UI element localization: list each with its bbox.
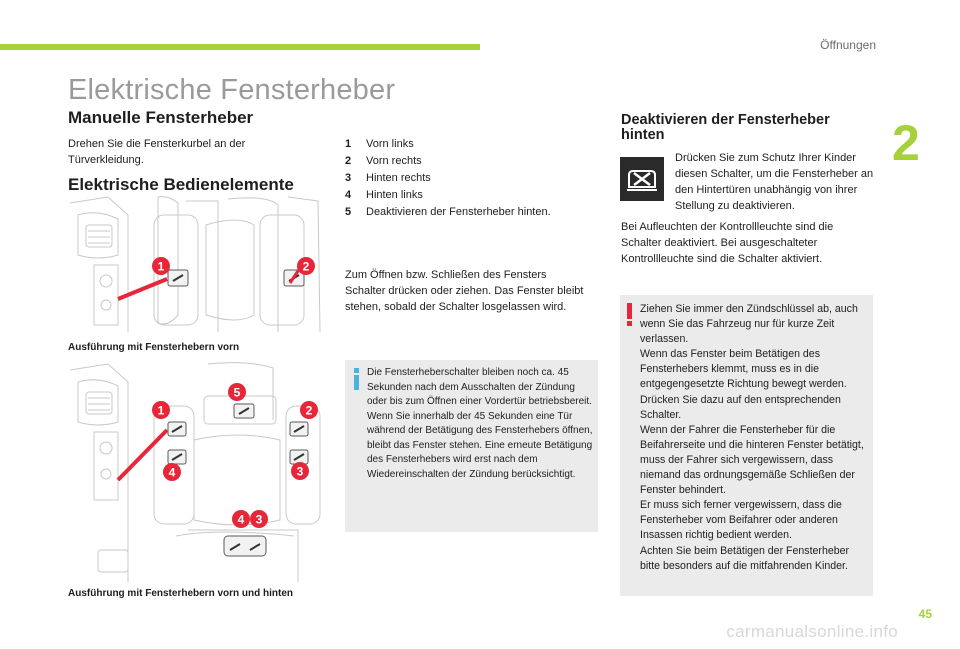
warning-icon — [626, 303, 634, 327]
warning-text — [640, 302, 870, 574]
section-name: Öffnungen — [820, 38, 876, 52]
watermark: carmanualsonline.info — [726, 622, 898, 641]
info-icon — [353, 368, 361, 390]
warning-line: Er muss sich ferner vergewissern, dass die Fensterheber vom Beifahrer oder anderen Insassen richtig bedient werden. — [640, 499, 842, 542]
list-item: 2 Vorn rechts — [345, 155, 422, 167]
marker-2-label: 2 — [305, 403, 313, 418]
heading-electric-controls: Elektrische Bedienelemente — [68, 175, 294, 194]
open-close-text: Zum Öffnen bzw. Schließen des Fensters Schalter drücken oder ziehen. Das Fenster bleibt stehen, sobald der Schalter losgelassen wird. — [345, 269, 584, 313]
window-lock-icon — [620, 157, 664, 201]
header-accent-bar — [0, 44, 480, 50]
chapter-number: 2 — [892, 115, 920, 171]
manual-windows-text: Drehen Sie die Fensterkurbel an der Türverkleidung. — [68, 138, 246, 166]
marker-4-label: 4 — [168, 465, 176, 480]
indicator-light-text: Bei Aufleuchten der Kontrollleuchte sind die Schalter deaktiviert. Bei ausgeschalteter Kontrollleuchte sind die Schalter aktiviert. — [621, 221, 834, 265]
caption-front-rear-windows: Ausführung mit Fensterhebern vorn und hinten — [68, 588, 293, 599]
illustration-front-windows — [68, 195, 323, 332]
list-item: 1 Vorn links — [345, 138, 414, 150]
heading-deactivate-rear: Deaktivieren der Fensterheber hinten — [621, 112, 830, 143]
list-item: 3 Hinten rechts — [345, 172, 431, 184]
warning-line: Ziehen Sie immer den Zündschlüssel ab, auch wenn Sie das Fahrzeug nur für kurze Zeit verlassen. — [640, 303, 858, 346]
marker-1-label: 1 — [157, 259, 165, 274]
list-item: 5 Deaktivieren der Fensterheber hinten. — [345, 206, 551, 218]
caption-front-windows: Ausführung mit Fensterhebern vorn — [68, 342, 240, 353]
deactivate-text: Drücken Sie zum Schutz Ihrer Kinder diesen Schalter, um die Fensterheber an den Hintertüren unabhängig von ihrer Stellung zu deaktivieren. — [675, 152, 874, 212]
warning-line: Wenn der Fahrer die Fensterheber für die Beifahrerseite und die hinteren Fenster betätigt, muss der Fahrer sich vergewissern, dass niemand das ordnungsgemäße Schließen der Fenster behindert. — [640, 423, 864, 497]
marker-2-label: 2 — [302, 259, 310, 274]
warning-line: Wenn das Fenster beim Betätigen des Fensterhebers klemmt, muss es in die entgegengesetzte Richtung bewegt werden. Drücken Sie dazu auf den entsprechenden Schalter. — [640, 348, 847, 421]
marker-3-rear-label: 3 — [255, 512, 263, 527]
info-text: Die Fensterheberschalter bleiben noch ca. 45 Sekunden nach dem Ausschalten der Zündung oder bis zum Öffnen einer Vordertür betriebsbereit. Wenn Sie innerhalb der 45 Sekunden eine Tür während der Betätigung des Fensterhebers öffnen, bleibt das Fenster stehen. Eine erneute Betätigung des Fensterhebers wird erst nach dem Wiedereinschalten der Zündung berücksichtigt. — [367, 367, 593, 480]
heading-manual-windows: Manuelle Fensterheber — [68, 108, 254, 127]
marker-1-label: 1 — [157, 403, 165, 418]
page-number: 45 — [918, 607, 932, 621]
list-item: 4 Hinten links — [345, 189, 423, 201]
warning-box — [620, 295, 873, 596]
marker-5-label: 5 — [233, 385, 241, 400]
marker-4-rear-label: 4 — [237, 512, 245, 527]
illustration-front-rear-windows — [68, 360, 323, 582]
info-box — [345, 360, 598, 532]
warning-line: Achten Sie beim Betätigen der Fensterheber bitte besonders auf die mitfahrenden Kinder. — [640, 544, 850, 572]
marker-3-label: 3 — [296, 464, 304, 479]
controls-list — [345, 136, 551, 221]
page-title: Elektrische Fensterheber — [68, 74, 396, 106]
